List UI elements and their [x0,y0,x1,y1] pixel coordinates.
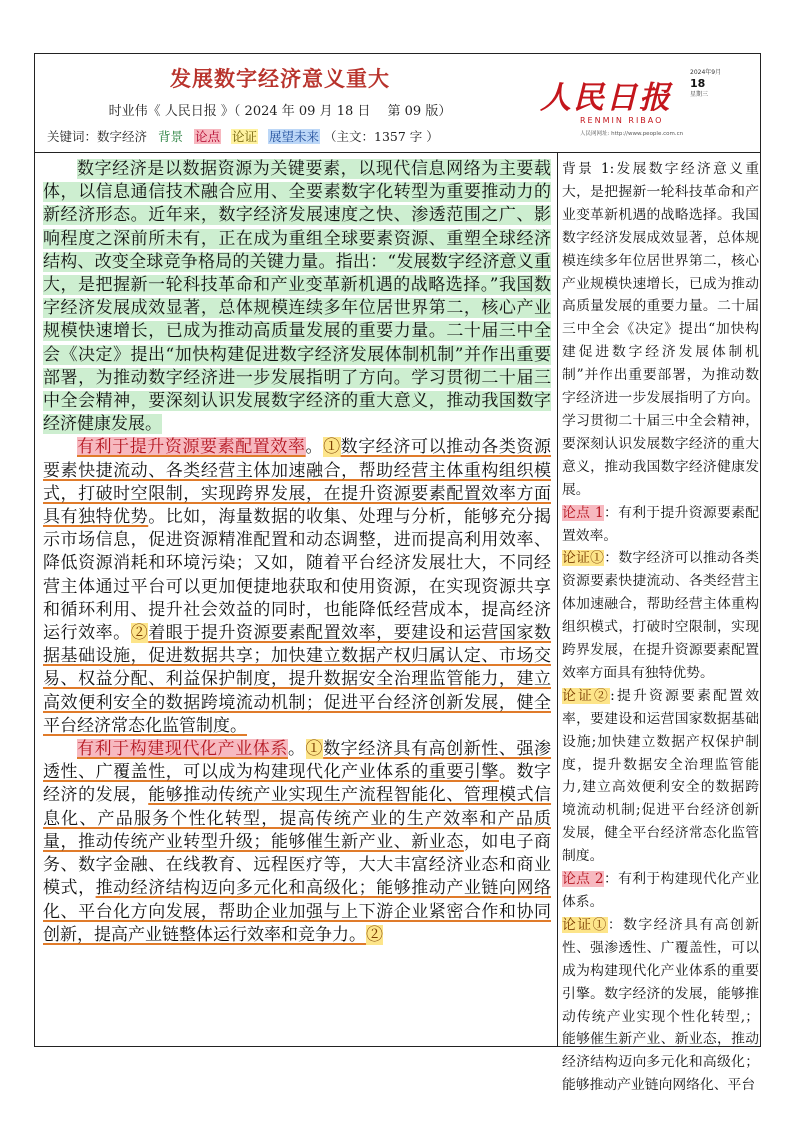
summary-point-1 [562,502,759,548]
logo-date-box [690,68,748,136]
legend-point: 论点 [195,129,221,144]
argument-1-c: 着眼于提升资源要素配置效率，要建设和运营国家数据基础设施，促进数据共享；加快建立数据产权归属认定、市场交易、权益分配、利益保护制度，提升数据安全治理监管能力，建立高效便利安全的数据跨境流动机制；促进平台经济创新发展，健全平台经济常态化监管制度。 [43,623,552,736]
newspaper-logo [540,66,750,144]
summary-argument-1-text: ：数字经济可以推动各类资源要素快捷流动、各类经营主体加速融合，帮助经营主体重构组织模式，打破时空限制，实现跨界发展，在提升资源要素配置效率方面具有独特优势。 [562,550,760,681]
summary-argument-2-label: 论证② [562,687,611,704]
paragraph-point-2: 有利于构建现代化产业体系。①数字经济具有高创新性、强渗透性、广覆盖性，可以成为构建现代化产业体系的重要引擎。数字经济的发展，能够推动传统产业实现生产流程智能化、管理模式信息化、产品服务个性化转型，提高传统产业的生产效率和产品质量，推动传统产业转型升级；能够催生新产业、新业态，如电子商务、数字金融、在线教育、远程医疗等，大大丰富经济业态和商业模式，推动经济结构迈向多元化和高级化；能够推动产业链向网络化、平台化方向发展，帮助企业加强与上下游企业紧密合作和协同创新，提高产业链整体运行效率和竞争力。② [43,739,552,945]
marker-4: ② [366,924,383,945]
page-title: 发展数字经济意义重大 [170,66,390,91]
summary-column [562,158,759,1097]
argument-2-c: 能够推动传统产业实现生产流程智能化、管理模式信息化、产品服务个性化转型，提高传统产业的生产效率和产品质量，推动传统产业转型升级；能够催生新产业、新业态 [43,785,552,852]
logo-url: 人民网网址: http://www.people.com.cn [580,131,684,137]
summary-background-label: 背景 1: [562,161,615,177]
logo-day: 18 [690,77,706,90]
paragraph-point-1: 有利于提升资源要素配置效率。①数字经济可以推动各类资源要素快捷流动、各类经营主体加速融合，帮助经营主体重构组织模式，打破时空限制，实现跨界发展，在提升资源要素配置效率方面具有独特优势。比如，海量数据的收集、处理与分析，能够充分揭示市场信息，促进资源精准配置和动态调整，进而提高利用效率、降低资源消耗和环境污染；又如，随着平台经济发展壮大，不同经营主体通过平台可以更加便捷地获取和使用资源，在实现资源共享和循环利用、提升社会效益的同时，也能降低经营成本，提高经济运行效率。②着眼于提升资源要素配置效率，要建设和运营国家数据基础设施，促进数据共享；加快建立数据产权归属认定、市场交易、权益分配、利益保护制度，提升数据安全治理监管能力，建立高效便利安全的数据跨境流动机制；促进平台经济创新发展，健全平台经济常态化监管制度。 [43,437,552,736]
keyword-line [47,127,439,145]
legend-background: 背景 [158,129,184,144]
argument-2-a: 数字经济具有高创新性、强渗透性、广覆盖性，可以成为构建现代化产业体系的重要引擎 [43,739,552,783]
summary-point-2-label: 论点 2 [562,871,604,888]
point-2-text: 有利于构建现代化产业体系 [77,739,288,760]
argument-2-b: 。数字经济的发展， [43,762,552,806]
background-text: 数字经济是以数据资源为关键要素，以现代信息网络为主要载体，以信息通信技术融合应用、全要素数字化转型为重要推动力的新经济形态。近年来，数字经济发展速度之快、渗透范围之广、影响程度之深前所未有，正在成为重组全球要素资源、重塑全球经济结构、改变全球竞争格局的关键力量。指出：“发展数字经济意义重大，是把握新一轮科技革命和产业变革新机遇的战略选择。”我国数字经济发展成效显著，总体规模连续多年位居世界第二，核心产业规模快速增长，已成为推动高质量发展的重要力量。二十届三中全会《决定》提出“加快构建促进数字经济发展体制机制”并作出重要部署，为推动数字经济进一步发展指明了方向。学习贯彻二十届三中全会精神，要深刻认识发展数字经济的重大意义，推动我国数字经济健康发展。 [43,159,551,435]
argument-2-d: ，如电子商务、数字金融、在线教育、远程医疗等，大大丰富经济业态和商业模式， [43,831,552,899]
summary-argument-1 [562,547,759,684]
legend-argument: 论证 [232,129,258,144]
summary-argument-3-label: 论证① [562,916,608,933]
summary-argument-2-text: :提升资源要素配置效率，要建设和运营国家数据基础设施;加快建立数据产权保护制度，提升数据安全治理监管能力,建立高效便利安全的数据跨境流动机制;促进平台经济创新发展，健全平台经济常态化监管制度。 [562,687,759,865]
keywords-label: 关键词：数字经济 [47,129,148,144]
summary-argument-3 [562,914,759,1097]
summary-argument-3-text: ：数字经济具有高创新性、强渗透性、广覆盖性，可以成为构建现代化产业体系的重要引擎。数字经济的发展，能够推动传统产业实现个性化转型,；能够催生新产业、新业态，推动经济结构迈向多元化和高级化；能够推动产业链向网络化、平台 [562,916,760,1094]
summary-point-2 [562,868,759,914]
argument-1-a: 数字经济可以推动各类资源要素快捷流动、各类经营主体加速融合，帮助经营主体重构组织模式，打破时空限制，实现跨界发展，在提升资源要素配置效率方面具有独特优势 [43,437,552,528]
marker-1: ① [323,437,341,458]
summary-argument-2 [562,685,759,868]
logo-weekday: 星期三 [690,91,709,98]
summary-background [562,158,759,502]
summary-background-text: 发展数字经济意义重大，是把握新一轮科技革命和产业变革新机遇的战略选择。我国数字经济发展成效显著，总体规模连续多年位居世界第二，核心产业规模快速增长，已成为推动高质量发展的重要力量。二十届三中全会《决定》提出“加快构建促进数字经济发展体制机制”并作出重要部署，为推动数字经济进一步发展指明了方向。学习贯彻二十届三中全会精神，要深刻认识发展数字经济的重大意义，推动我国数字经济健康发展。 [562,161,760,498]
document-frame [34,53,761,1094]
summary-point-1-text: ：有利于提升资源要素配置效率。 [562,504,759,544]
logo-name: 人民日报 [540,80,672,116]
paragraph-background [43,158,551,436]
word-count: （主文：1357 字 ） [324,129,439,144]
summary-point-2-text: ：有利于构建现代化产业体系。 [562,871,759,910]
point-1-text: 有利于提升资源要素配置效率 [77,437,306,458]
logo-date: 2024年9月 [690,69,722,76]
source-meta: 时业伟《 人民日报 》（ 2024 年 09 月 18 日 第 09 版） [108,104,452,119]
argument-1-b: 。比如，海量数据的收集、处理与分析，能够充分揭示市场信息，促进资源精准配置和动态调整，进而提高利用效率、降低资源消耗和环境污染；又如，随着平台经济发展壮大，不同经营主体通过平台可以更加便捷地获取和使用资源，在实现资源共享和循环利用、提升社会效益的同时，也能降低经营成本，提高经济运行效率。 [43,507,552,644]
column-divider [557,153,558,1046]
argument-2-e: 推动经济结构迈向多元化和高级化；能够推动产业链向网络化、平台化方向发展，帮助企业加强与上下游企业紧密合作和协同创新，提高产业链整体运行效率和竞争力。 [43,878,552,945]
main-text [43,158,551,947]
legend-outlook: 展望未来 [269,129,320,144]
logo-pinyin: RENMIN RIBAO [580,116,664,125]
header [35,54,760,153]
summary-argument-1-label: 论证① [562,550,605,567]
summary-point-1-label: 论点 1 [562,504,604,521]
marker-2: ② [130,623,149,644]
marker-3: ① [305,739,324,760]
